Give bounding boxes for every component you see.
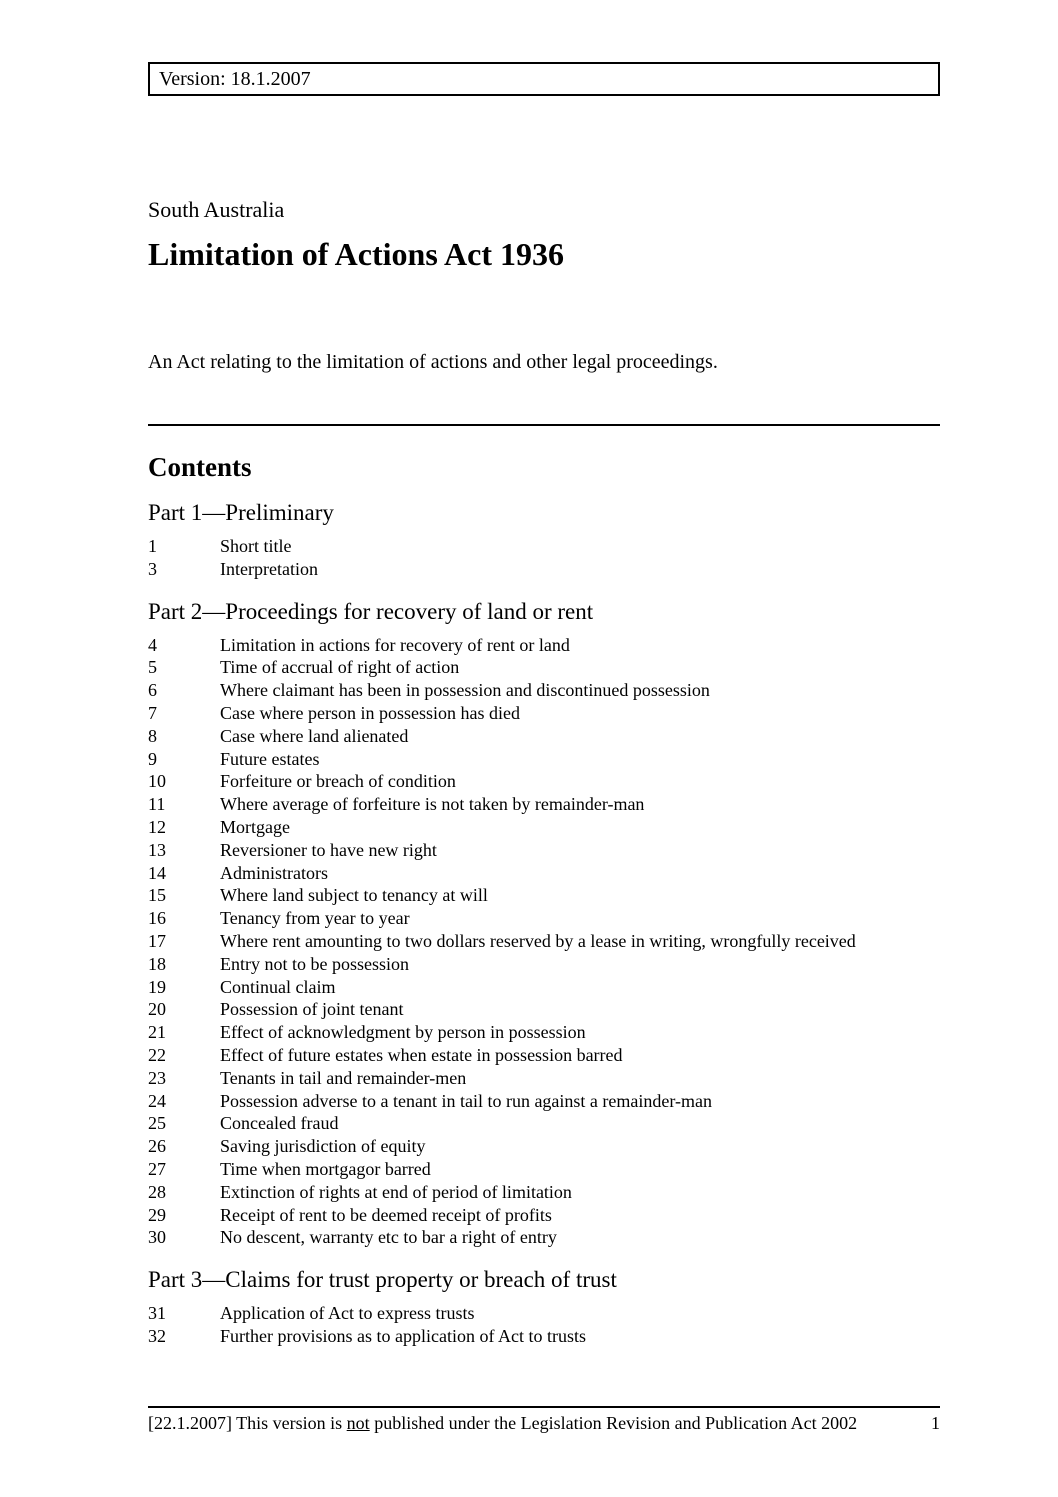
toc-item-number: 26 xyxy=(148,1136,166,1157)
toc-item-title: Possession adverse to a tenant in tail to run against a remainder-man xyxy=(220,1090,713,1111)
toc-item-title: Case where person in possession has died xyxy=(220,702,520,723)
toc-item xyxy=(148,1067,940,1090)
toc-item-title: Receipt of rent to be deemed receipt of profits xyxy=(220,1204,552,1225)
toc-item-number: 21 xyxy=(148,1022,166,1043)
jurisdiction-label: South Australia xyxy=(148,197,285,222)
toc-item xyxy=(148,907,940,930)
toc-item-title: Time when mortgagor barred xyxy=(220,1158,431,1179)
toc-item-number: 3 xyxy=(148,558,157,579)
footer-note-underlined: not xyxy=(346,1413,370,1433)
toc-item-number: 11 xyxy=(148,794,166,815)
toc-item-number: 8 xyxy=(148,725,157,746)
toc-item-title: Effect of future estates when estate in possession barred xyxy=(220,1044,623,1065)
toc-item xyxy=(148,862,940,885)
toc-item xyxy=(148,1044,940,1067)
contents-heading: Contents xyxy=(148,452,252,482)
toc-item xyxy=(148,930,940,953)
toc-item-title: Possession of joint tenant xyxy=(220,999,404,1020)
section-divider xyxy=(148,424,940,426)
toc-item-title: Entry not to be possession xyxy=(220,953,409,974)
footer-note xyxy=(148,1413,857,1434)
act-title: Limitation of Actions Act 1936 xyxy=(148,236,564,272)
toc-item-number: 5 xyxy=(148,657,157,678)
toc-item xyxy=(148,725,940,748)
toc-item-title: Administrators xyxy=(220,862,328,883)
toc-item xyxy=(148,1226,940,1249)
toc-item xyxy=(148,535,940,558)
toc-item-number: 18 xyxy=(148,953,166,974)
footer-note-suffix: published under the Legislation Revision and Publication Act 2002 xyxy=(369,1413,858,1433)
act-description: An Act relating to the limitation of actions and other legal proceedings. xyxy=(148,351,718,373)
toc-item-title: Further provisions as to application of Act to trusts xyxy=(220,1325,586,1346)
toc-item-title: Application of Act to express trusts xyxy=(220,1303,475,1324)
toc-item-title: Case where land alienated xyxy=(220,725,409,746)
toc-item xyxy=(148,816,940,839)
toc-item-title: Limitation in actions for recovery of rent or land xyxy=(220,634,570,655)
toc-item-number: 14 xyxy=(148,862,166,883)
toc-item xyxy=(148,793,940,816)
toc-item xyxy=(148,953,940,976)
toc-item xyxy=(148,998,940,1021)
toc-item xyxy=(148,1204,940,1227)
toc-item-title: Reversioner to have new right xyxy=(220,839,437,860)
toc-item xyxy=(148,702,940,725)
toc-item xyxy=(148,1181,940,1204)
toc-item xyxy=(148,748,940,771)
toc-item-title: No descent, warranty etc to bar a right of entry xyxy=(220,1227,557,1248)
part-heading: Part 1—Preliminary xyxy=(148,500,334,525)
toc-item-number: 30 xyxy=(148,1227,166,1248)
table-of-contents xyxy=(148,499,940,1348)
toc-item xyxy=(148,634,940,657)
toc-item-title: Where land subject to tenancy at will xyxy=(220,885,488,906)
toc-item xyxy=(148,679,940,702)
toc-item-title: Where claimant has been in possession and discontinued possession xyxy=(220,680,710,701)
toc-item-title: Effect of acknowledgment by person in possession xyxy=(220,1022,586,1043)
toc-item-title: Forfeiture or breach of condition xyxy=(220,771,456,792)
footer-note-prefix: [22.1.2007] This version is xyxy=(148,1413,347,1433)
toc-item xyxy=(148,839,940,862)
toc-item-number: 13 xyxy=(148,839,166,860)
toc-item xyxy=(148,1158,940,1181)
toc-item-number: 17 xyxy=(148,930,166,951)
toc-item-number: 31 xyxy=(148,1303,166,1324)
toc-item-title: Future estates xyxy=(220,748,320,769)
toc-item-title: Continual claim xyxy=(220,976,336,997)
toc-item-number: 12 xyxy=(148,816,166,837)
toc-item-number: 10 xyxy=(148,771,166,792)
toc-item xyxy=(148,976,940,999)
toc-item-title: Interpretation xyxy=(220,558,318,579)
toc-item-number: 24 xyxy=(148,1090,166,1111)
toc-item-number: 23 xyxy=(148,1067,166,1088)
toc-item xyxy=(148,558,940,581)
toc-item-title: Where average of forfeiture is not taken by remainder-man xyxy=(220,794,645,815)
toc-item-title: Concealed fraud xyxy=(220,1113,339,1134)
toc-item-number: 32 xyxy=(148,1325,166,1346)
page-footer xyxy=(148,1406,940,1434)
toc-item-title: Time of accrual of right of action xyxy=(220,657,460,678)
toc-item-number: 28 xyxy=(148,1181,166,1202)
toc-item xyxy=(148,1112,940,1135)
toc-item-title: Extinction of rights at end of period of limitation xyxy=(220,1181,572,1202)
toc-item-number: 19 xyxy=(148,976,166,997)
part-heading: Part 2—Proceedings for recovery of land or rent xyxy=(148,598,594,624)
toc-item-number: 16 xyxy=(148,908,166,929)
footer-page-number: 1 xyxy=(931,1413,940,1433)
toc-item xyxy=(148,1325,940,1348)
toc-item-title: Mortgage xyxy=(220,816,290,837)
toc-item-number: 20 xyxy=(148,999,166,1020)
toc-item-number: 1 xyxy=(148,536,157,556)
toc-item-number: 4 xyxy=(148,634,157,655)
toc-item xyxy=(148,1090,940,1113)
toc-item-number: 15 xyxy=(148,885,166,906)
page-content xyxy=(148,0,940,1348)
toc-item xyxy=(148,884,940,907)
toc-item-title: Tenancy from year to year xyxy=(220,908,410,929)
toc-item-title: Saving jurisdiction of equity xyxy=(220,1136,426,1157)
toc-item-number: 25 xyxy=(148,1113,166,1134)
toc-item-number: 9 xyxy=(148,748,157,769)
version-box xyxy=(148,62,940,96)
part-heading: Part 3—Claims for trust property or breach of trust xyxy=(148,1267,617,1293)
toc-item xyxy=(148,656,940,679)
version-label: Version: 18.1.2007 xyxy=(159,67,311,90)
toc-item xyxy=(148,1135,940,1158)
toc-item-title: Where rent amounting to two dollars reserved by a lease in writing, wrongfully received xyxy=(220,930,856,951)
toc-item-title: Short title xyxy=(220,536,292,556)
toc-item-title: Tenants in tail and remainder-men xyxy=(220,1067,467,1088)
toc-item xyxy=(148,1021,940,1044)
toc-item-number: 6 xyxy=(148,680,157,701)
toc-item-number: 22 xyxy=(148,1044,166,1065)
toc-item xyxy=(148,770,940,793)
toc-item-number: 29 xyxy=(148,1204,166,1225)
toc-item-number: 27 xyxy=(148,1158,166,1179)
toc-item-number: 7 xyxy=(148,702,157,723)
toc-item xyxy=(148,1302,940,1325)
